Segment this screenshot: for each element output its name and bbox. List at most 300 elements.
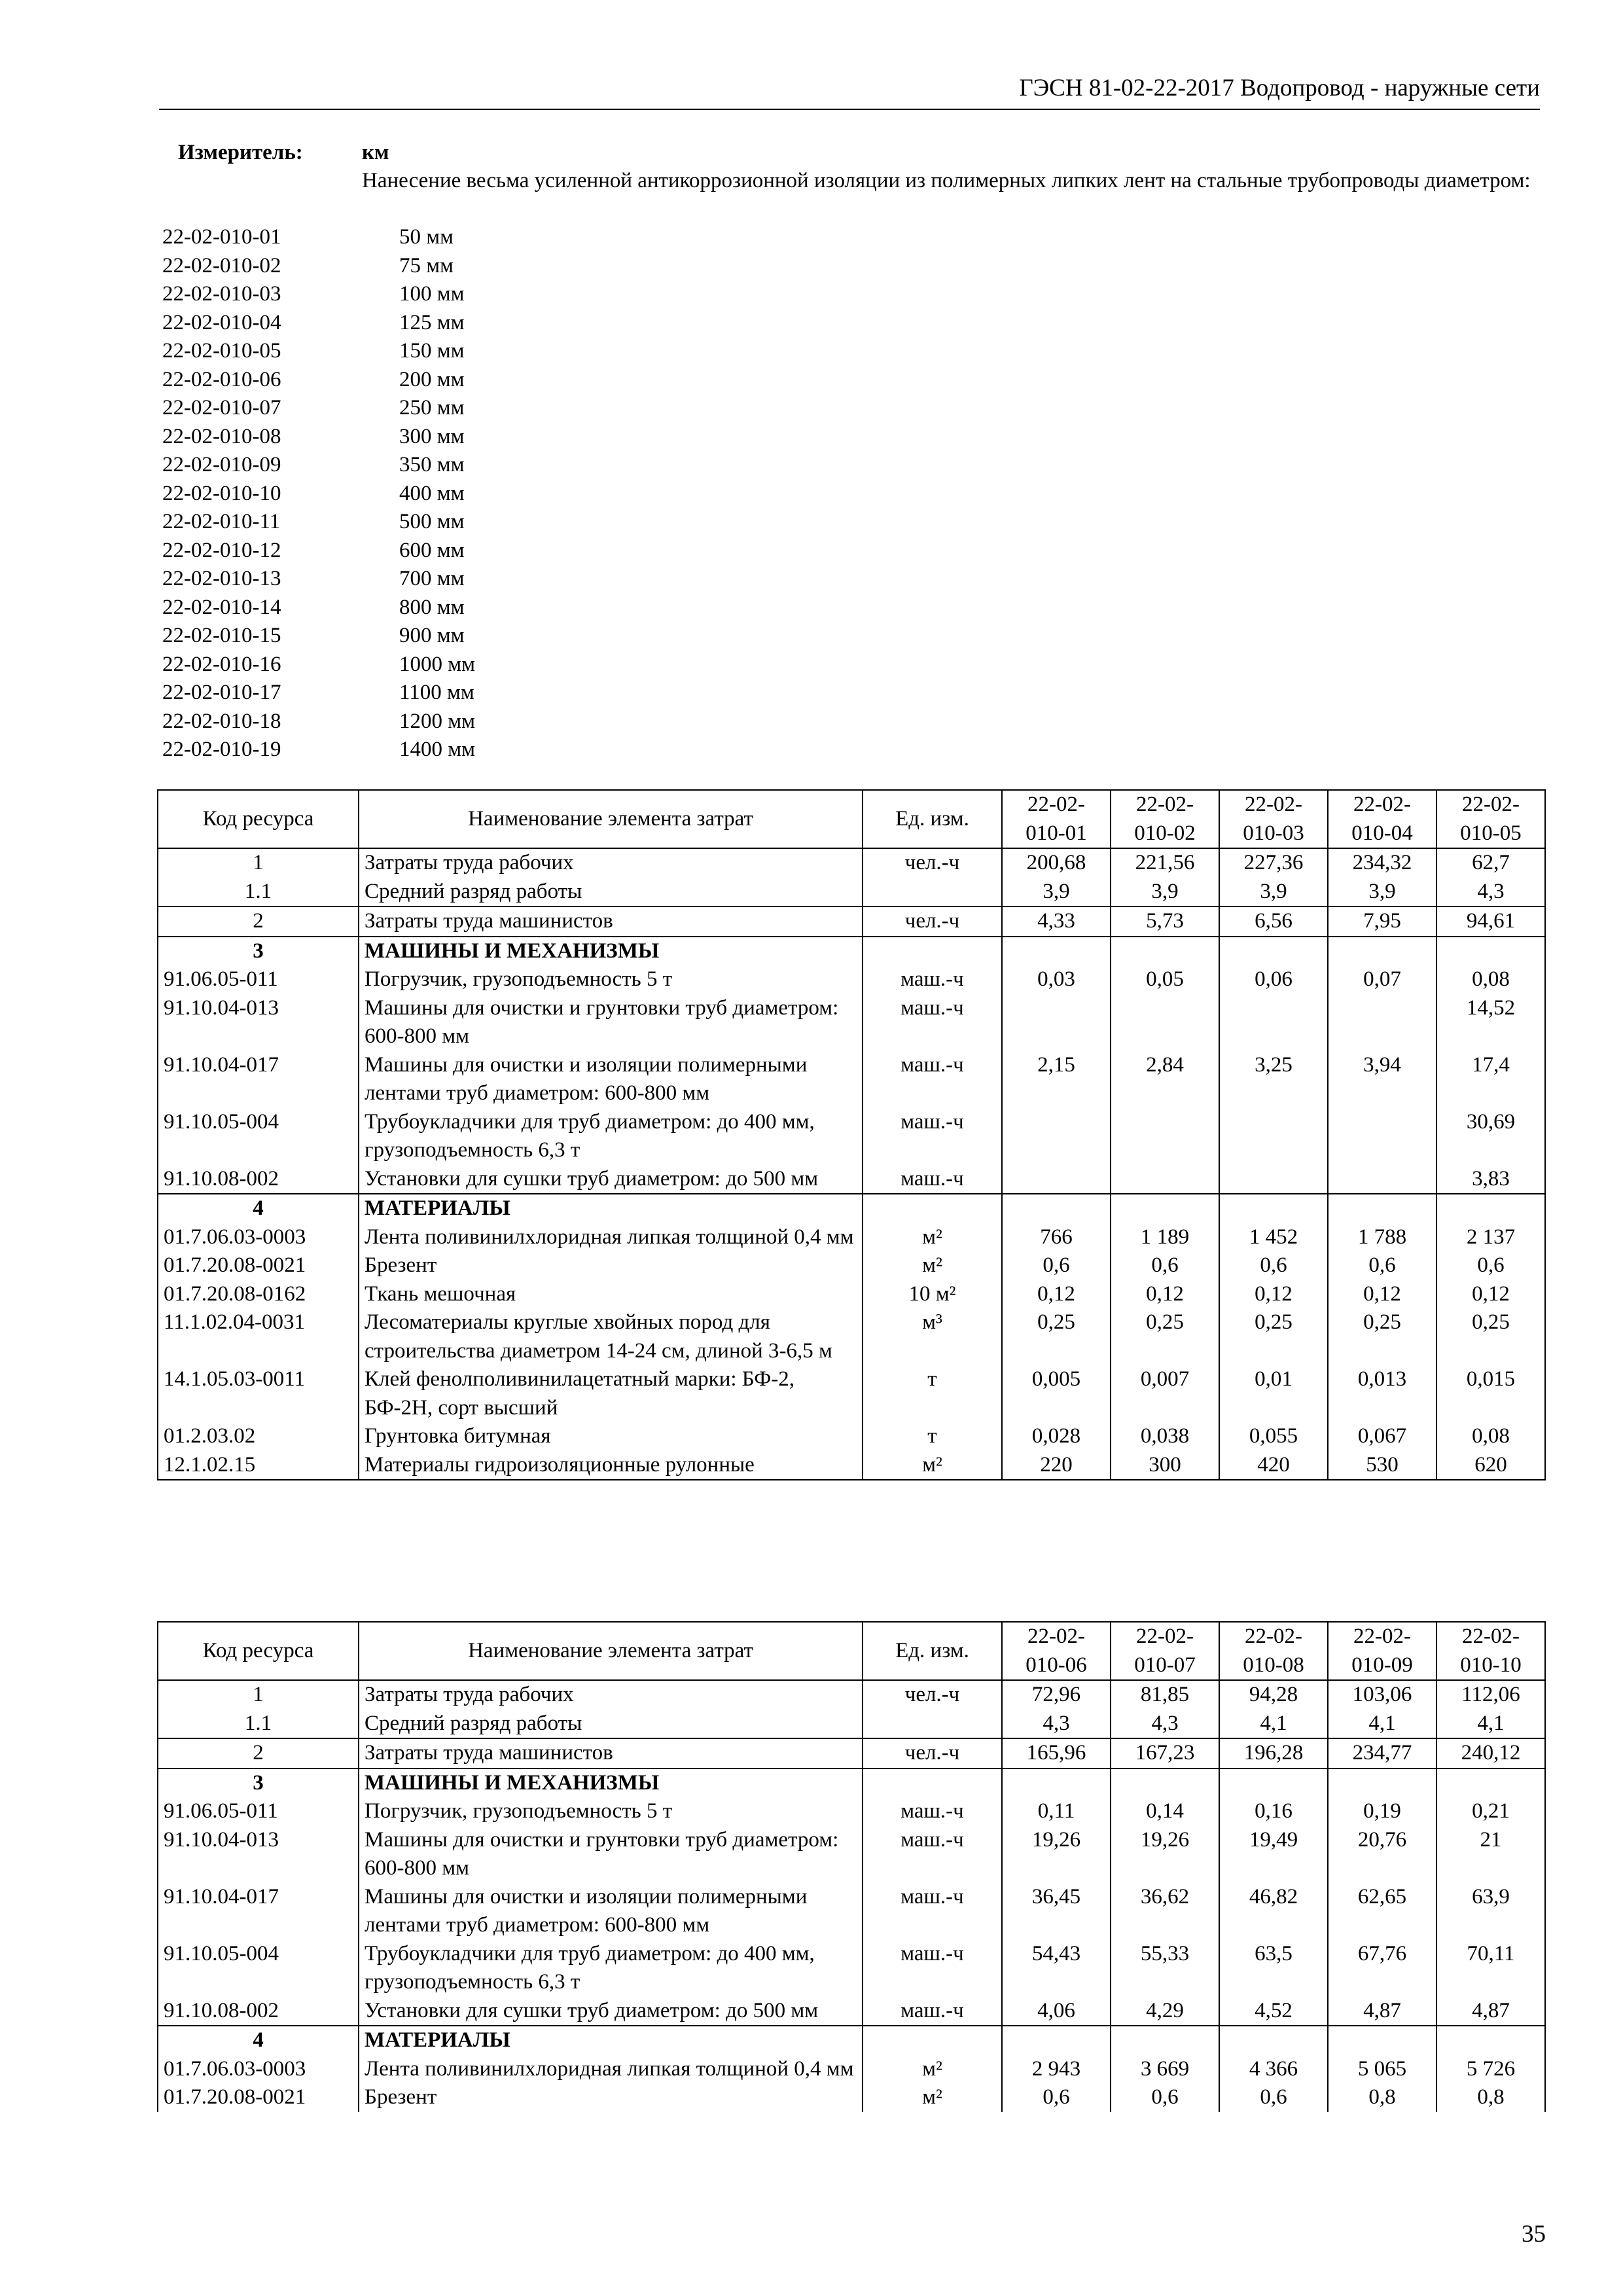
norm-value: 3,9 <box>1111 878 1219 907</box>
norm-value <box>1111 1194 1219 1223</box>
norm-value: 4,87 <box>1436 1997 1545 2026</box>
norm-value: 0,6 <box>1436 1251 1545 1280</box>
unit-of-measure: м² <box>863 1251 1002 1280</box>
unit-of-measure: маш.-ч <box>863 1108 1002 1165</box>
unit-of-measure <box>863 937 1002 966</box>
table-row <box>158 1165 1545 1194</box>
norm-value: 0,06 <box>1219 965 1328 994</box>
norm-code: 22-02-010-08 <box>162 424 281 448</box>
unit-of-measure <box>863 1768 1002 1798</box>
column-code-part: 22-02- <box>1353 1624 1411 1648</box>
resource-code: 3 <box>158 937 359 966</box>
norm-code: 22-02-010-11 <box>162 510 281 533</box>
unit-of-measure: маш.-ч <box>863 1165 1002 1194</box>
norm-value <box>1111 2026 1219 2055</box>
table-row <box>158 1710 1545 1739</box>
norm-value: 112,06 <box>1436 1680 1545 1710</box>
norm-value <box>1328 937 1436 966</box>
unit-of-measure: чел.-ч <box>863 1680 1002 1710</box>
resource-code: 91.10.04-013 <box>158 1826 359 1883</box>
table-row <box>158 1883 1545 1940</box>
norm-value: 3,9 <box>1328 878 1436 907</box>
norm-value <box>1002 2026 1111 2055</box>
norm-value: 19,26 <box>1111 1826 1219 1883</box>
norm-code: 22-02-010-13 <box>162 567 281 590</box>
resource-code: 1.1 <box>158 1710 359 1739</box>
norm-value <box>1219 1165 1328 1194</box>
norm-value <box>1328 1108 1436 1165</box>
resource-name: Лента поливинилхлоридная липкая толщиной 0,4 мм <box>359 2055 863 2084</box>
norm-value: 30,69 <box>1436 1108 1545 1165</box>
norm-value: 0,08 <box>1436 965 1545 994</box>
unit-of-measure: маш.-ч <box>863 1826 1002 1883</box>
norm-value <box>1002 1165 1111 1194</box>
norm-value: 0,25 <box>1328 1308 1436 1365</box>
resource-name: МАТЕРИАЛЫ <box>359 2026 863 2055</box>
norm-value: 3,9 <box>1002 878 1111 907</box>
unit-of-measure: маш.-ч <box>863 1883 1002 1940</box>
norm-value: 4,52 <box>1219 1997 1328 2026</box>
column-code-part: 010-06 <box>1026 1653 1087 1677</box>
norm-value: 0,12 <box>1328 1280 1436 1309</box>
norm-value: 4,1 <box>1219 1710 1328 1739</box>
norm-code: 22-02-010-14 <box>162 595 281 619</box>
meter-description: Нанесение весьма усиленной антикоррозионной изоляции из полимерных липких лент на стальные трубопроводы диаметром: <box>362 169 1531 192</box>
column-code-part: 22-02- <box>1245 1624 1302 1648</box>
resource-name: Машины для очистки и грунтовки труб диаметром: 600-800 мм <box>359 994 863 1051</box>
norm-value: 54,43 <box>1002 1940 1111 1997</box>
norm-value: 0,8 <box>1328 2083 1436 2112</box>
unit-of-measure: м² <box>863 2055 1002 2084</box>
norm-code: 22-02-010-12 <box>162 538 281 562</box>
norm-value: 21 <box>1436 1826 1545 1883</box>
norm-value <box>1002 994 1111 1051</box>
resource-name: Затраты труда машинистов <box>359 906 863 937</box>
norm-value: 0,07 <box>1328 965 1436 994</box>
norm-code: 22-02-010-18 <box>162 709 281 733</box>
resource-name: Ткань мешочная <box>359 1280 863 1309</box>
norm-value: 0,067 <box>1328 1422 1436 1451</box>
column-code-part: 010-05 <box>1460 821 1522 845</box>
norm-value: 0,25 <box>1436 1308 1545 1365</box>
norm-value: 2 137 <box>1436 1223 1545 1252</box>
norm-value: 3,94 <box>1328 1051 1436 1108</box>
norm-value: 1 189 <box>1111 1223 1219 1252</box>
resource-code: 1 <box>158 1680 359 1710</box>
norm-value: 0,12 <box>1436 1280 1545 1309</box>
norm-value: 19,49 <box>1219 1826 1328 1883</box>
table-row <box>158 1051 1545 1108</box>
resource-name: Установки для сушки труб диаметром: до 500 мм <box>359 1997 863 2026</box>
unit-of-measure: маш.-ч <box>863 1997 1002 2026</box>
meter-label: Измеритель: <box>178 141 303 164</box>
norm-value: 420 <box>1219 1451 1328 1480</box>
resource-code: 91.10.04-013 <box>158 994 359 1051</box>
resource-name: Трубоукладчики для труб диаметром: до 400 мм, грузоподъемность 6,3 т <box>359 1108 863 1165</box>
norm-value: 62,7 <box>1436 848 1545 878</box>
unit-of-measure: чел.-ч <box>863 1738 1002 1768</box>
pipe-diameter: 200 мм <box>399 367 465 391</box>
norm-value: 5 065 <box>1328 2055 1436 2084</box>
table-row <box>158 2055 1545 2084</box>
norm-code: 22-02-010-10 <box>162 481 281 505</box>
meter-unit: км <box>362 141 389 164</box>
norm-value: 72,96 <box>1002 1680 1111 1710</box>
norm-value <box>1328 1768 1436 1798</box>
norm-value: 620 <box>1436 1451 1545 1480</box>
table-row <box>158 1251 1545 1280</box>
resource-name: Средний разряд работы <box>359 878 863 907</box>
norm-value: 19,26 <box>1002 1826 1111 1883</box>
norm-value: 4,06 <box>1002 1997 1111 2026</box>
norm-value: 3 669 <box>1111 2055 1219 2084</box>
norm-column-header <box>1436 1622 1545 1680</box>
unit-of-measure: маш.-ч <box>863 1051 1002 1108</box>
resource-code: 3 <box>158 1768 359 1798</box>
resource-code: 01.7.06.03-0003 <box>158 1223 359 1252</box>
norm-column-header <box>1328 1622 1436 1680</box>
norm-value: 227,36 <box>1219 848 1328 878</box>
norm-value: 4,1 <box>1328 1710 1436 1739</box>
norm-value: 4 366 <box>1219 2055 1328 2084</box>
norm-value <box>1002 1194 1111 1223</box>
pipe-diameter: 125 мм <box>399 310 465 334</box>
pipe-diameter: 1200 мм <box>399 709 476 733</box>
norm-value <box>1328 1194 1436 1223</box>
norm-value: 0,8 <box>1436 2083 1545 2112</box>
resource-code: 91.06.05-011 <box>158 965 359 994</box>
norm-value: 0,005 <box>1002 1365 1111 1422</box>
pipe-diameter: 500 мм <box>399 510 465 533</box>
norm-value: 4,29 <box>1111 1997 1219 2026</box>
norm-value: 3,9 <box>1219 878 1328 907</box>
norm-value: 0,007 <box>1111 1365 1219 1422</box>
resource-code: 2 <box>158 1738 359 1768</box>
norm-value <box>1219 1194 1328 1223</box>
norm-code: 22-02-010-19 <box>162 738 281 761</box>
norm-value: 196,28 <box>1219 1738 1328 1768</box>
norm-value: 4,1 <box>1436 1710 1545 1739</box>
table-row <box>158 906 1545 937</box>
unit-of-measure <box>863 878 1002 907</box>
table-row <box>158 1768 1545 1798</box>
norm-value: 530 <box>1328 1451 1436 1480</box>
resource-name: Клей фенолполивинилацетатный марки: БФ-2, БФ-2Н, сорт высший <box>359 1365 863 1422</box>
table-row <box>158 1280 1545 1309</box>
norm-column-header <box>1219 1622 1328 1680</box>
norm-value: 4,3 <box>1436 878 1545 907</box>
resource-name: Брезент <box>359 2083 863 2112</box>
norm-value <box>1436 1768 1545 1798</box>
norm-value <box>1328 994 1436 1051</box>
resource-name: Брезент <box>359 1251 863 1280</box>
norm-code: 22-02-010-07 <box>162 396 281 420</box>
unit-of-measure: м² <box>863 2083 1002 2112</box>
resource-name: Погрузчик, грузоподъемность 5 т <box>359 1797 863 1826</box>
norm-value <box>1219 2026 1328 2055</box>
norm-value <box>1111 1768 1219 1798</box>
norm-value: 2,15 <box>1002 1051 1111 1108</box>
norm-value: 0,25 <box>1002 1308 1111 1365</box>
resource-name: Лесоматериалы круглые хвойных пород для строительства диаметром 14-24 см, длиной 3-6,5 м <box>359 1308 863 1365</box>
resource-code: 91.10.05-004 <box>158 1940 359 1997</box>
table-row <box>158 1223 1545 1252</box>
pipe-diameter: 300 мм <box>399 424 465 448</box>
column-code-part: 22-02- <box>1027 793 1085 816</box>
page-header <box>159 72 1540 110</box>
norm-value: 167,23 <box>1111 1738 1219 1768</box>
unit-of-measure: маш.-ч <box>863 965 1002 994</box>
column-code-part: 010-09 <box>1351 1653 1413 1677</box>
unit-of-measure: маш.-ч <box>863 994 1002 1051</box>
resource-name: Погрузчик, грузоподъемность 5 т <box>359 965 863 994</box>
norm-value: 0,19 <box>1328 1797 1436 1826</box>
norm-column-header <box>1002 1622 1111 1680</box>
norm-value: 4,3 <box>1111 1710 1219 1739</box>
norm-value: 0,013 <box>1328 1365 1436 1422</box>
norm-value: 70,11 <box>1436 1940 1545 1997</box>
pipe-diameter: 700 мм <box>399 567 465 590</box>
norm-value <box>1219 1108 1328 1165</box>
norm-value: 36,45 <box>1002 1883 1111 1940</box>
resource-name: Затраты труда рабочих <box>359 848 863 878</box>
table-row <box>158 1451 1545 1480</box>
norm-code: 22-02-010-06 <box>162 367 281 391</box>
norm-value: 0,03 <box>1002 965 1111 994</box>
resource-name: Установки для сушки труб диаметром: до 500 мм <box>359 1165 863 1194</box>
resource-name: Трубоукладчики для труб диаметром: до 400 мм, грузоподъемность 6,3 т <box>359 1940 863 1997</box>
norm-value: 0,21 <box>1436 1797 1545 1826</box>
norm-value: 766 <box>1002 1223 1111 1252</box>
pipe-diameter: 1000 мм <box>399 652 476 676</box>
column-code-part: 010-04 <box>1351 821 1413 845</box>
norm-value <box>1219 937 1328 966</box>
table-row <box>158 1422 1545 1451</box>
resource-code: 01.7.20.08-0021 <box>158 1251 359 1280</box>
table-row <box>158 937 1545 966</box>
table-row <box>158 965 1545 994</box>
column-code-part: 22-02- <box>1136 1624 1194 1648</box>
norm-value: 3,83 <box>1436 1165 1545 1194</box>
resource-name: Машины для очистки и грунтовки труб диаметром: 600-800 мм <box>359 1826 863 1883</box>
norm-value: 0,14 <box>1111 1797 1219 1826</box>
norm-value: 300 <box>1111 1451 1219 1480</box>
norm-value: 240,12 <box>1436 1738 1545 1768</box>
norm-value <box>1111 994 1219 1051</box>
resource-table-2 <box>157 1621 1546 2112</box>
norm-value: 200,68 <box>1002 848 1111 878</box>
unit-of-measure: чел.-ч <box>863 848 1002 878</box>
table-row <box>158 1680 1545 1710</box>
code-header: Код ресурса <box>158 1622 359 1680</box>
table-row <box>158 878 1545 907</box>
resource-name: Затраты труда рабочих <box>359 1680 863 1710</box>
column-code-part: 22-02- <box>1027 1624 1085 1648</box>
norm-column-header <box>1219 790 1328 848</box>
norm-column-header <box>1111 1622 1219 1680</box>
resource-code: 11.1.02.04-0031 <box>158 1308 359 1365</box>
resource-code: 2 <box>158 906 359 937</box>
resource-code: 01.7.20.08-0021 <box>158 2083 359 2112</box>
norm-value <box>1328 1165 1436 1194</box>
unit-of-measure: маш.-ч <box>863 1940 1002 1997</box>
norm-value: 6,56 <box>1219 906 1328 937</box>
pipe-diameter: 250 мм <box>399 396 465 420</box>
table-row <box>158 1940 1545 1997</box>
norm-value: 0,01 <box>1219 1365 1328 1422</box>
norm-value: 17,4 <box>1436 1051 1545 1108</box>
norm-column-header <box>1002 790 1111 848</box>
pipe-diameter: 100 мм <box>399 282 465 306</box>
pipe-diameter: 75 мм <box>399 253 454 278</box>
norm-value: 4,33 <box>1002 906 1111 937</box>
resource-name: Затраты труда машинистов <box>359 1738 863 1768</box>
norm-code: 22-02-010-09 <box>162 453 281 476</box>
column-code-part: 010-03 <box>1243 821 1304 845</box>
resource-name: Лента поливинилхлоридная липкая толщиной 0,4 мм <box>359 1223 863 1252</box>
pipe-diameter: 600 мм <box>399 538 465 562</box>
resource-code: 4 <box>158 1194 359 1223</box>
norm-value: 0,6 <box>1111 1251 1219 1280</box>
norm-value: 0,6 <box>1219 1251 1328 1280</box>
resource-name: Средний разряд работы <box>359 1710 863 1739</box>
column-code-part: 010-02 <box>1134 821 1196 845</box>
norm-value: 234,32 <box>1328 848 1436 878</box>
column-code-part: 010-10 <box>1460 1653 1522 1677</box>
resource-name: Материалы гидроизоляционные рулонные <box>359 1451 863 1480</box>
norm-code: 22-02-010-01 <box>162 225 281 249</box>
norm-value: 14,52 <box>1436 994 1545 1051</box>
norm-value <box>1219 1768 1328 1798</box>
norm-value: 1 788 <box>1328 1223 1436 1252</box>
norm-value: 221,56 <box>1111 848 1219 878</box>
resource-code: 01.7.20.08-0162 <box>158 1280 359 1309</box>
norm-value: 0,11 <box>1002 1797 1111 1826</box>
resource-code: 12.1.02.15 <box>158 1451 359 1480</box>
norm-value <box>1002 937 1111 966</box>
norm-value: 2,84 <box>1111 1051 1219 1108</box>
pipe-diameter: 400 мм <box>399 481 465 505</box>
norm-code: 22-02-010-16 <box>162 652 281 676</box>
resource-code: 91.10.04-017 <box>158 1883 359 1940</box>
unit-of-measure: м² <box>863 1223 1002 1252</box>
unit-of-measure: м² <box>863 1451 1002 1480</box>
unit-of-measure: т <box>863 1422 1002 1451</box>
norm-value: 0,055 <box>1219 1422 1328 1451</box>
table-row <box>158 1738 1545 1768</box>
norm-value: 103,06 <box>1328 1680 1436 1710</box>
unit-of-measure: 10 м² <box>863 1280 1002 1309</box>
norm-value: 36,62 <box>1111 1883 1219 1940</box>
norm-value: 63,5 <box>1219 1940 1328 1997</box>
norm-value: 0,038 <box>1111 1422 1219 1451</box>
norm-value: 4,3 <box>1002 1710 1111 1739</box>
norm-value: 67,76 <box>1328 1940 1436 1997</box>
norm-value: 0,12 <box>1002 1280 1111 1309</box>
column-code-part: 22-02- <box>1245 793 1302 816</box>
norm-value: 20,76 <box>1328 1826 1436 1883</box>
resource-table-1 <box>157 789 1546 1480</box>
page-number: 35 <box>1522 2221 1546 2248</box>
norm-value: 0,25 <box>1111 1308 1219 1365</box>
norm-value: 94,61 <box>1436 906 1545 937</box>
code-header: Код ресурса <box>158 790 359 848</box>
norm-value: 0,12 <box>1111 1280 1219 1309</box>
norm-value: 62,65 <box>1328 1883 1436 1940</box>
pipe-diameter: 1100 мм <box>399 681 474 704</box>
resource-name: МАШИНЫ И МЕХАНИЗМЫ <box>359 1768 863 1798</box>
resource-code: 14.1.05.03-0011 <box>158 1365 359 1422</box>
norm-value: 220 <box>1002 1451 1111 1480</box>
name-header: Наименование элемента затрат <box>359 1622 863 1680</box>
resource-name: Машины для очистки и изоляции полимерными лентами труб диаметром: 600-800 мм <box>359 1883 863 1940</box>
norm-code: 22-02-010-03 <box>162 282 281 306</box>
table-row <box>158 1108 1545 1165</box>
pipe-diameter: 1400 мм <box>399 738 476 761</box>
resource-code: 91.06.05-011 <box>158 1797 359 1826</box>
norm-value <box>1219 994 1328 1051</box>
unit-of-measure: чел.-ч <box>863 906 1002 937</box>
norm-value: 0,6 <box>1111 2083 1219 2112</box>
norm-value: 7,95 <box>1328 906 1436 937</box>
norm-value: 4,87 <box>1328 1997 1436 2026</box>
norm-value: 46,82 <box>1219 1883 1328 1940</box>
norm-value: 63,9 <box>1436 1883 1545 1940</box>
table-row <box>158 2083 1545 2112</box>
norm-value: 0,25 <box>1219 1308 1328 1365</box>
norm-value <box>1436 937 1545 966</box>
norm-value: 0,015 <box>1436 1365 1545 1422</box>
resource-code: 91.10.08-002 <box>158 1165 359 1194</box>
table-row <box>158 2026 1545 2055</box>
norm-code: 22-02-010-15 <box>162 624 281 647</box>
column-code-part: 010-07 <box>1134 1653 1196 1677</box>
pipe-diameter: 150 мм <box>399 339 465 363</box>
norm-value: 234,77 <box>1328 1738 1436 1768</box>
table-row <box>158 1194 1545 1223</box>
norm-value: 0,6 <box>1002 1251 1111 1280</box>
norm-value: 0,028 <box>1002 1422 1111 1451</box>
unit-header: Ед. изм. <box>863 790 1002 848</box>
resource-name: Машины для очистки и изоляции полимерными лентами труб диаметром: 600-800 мм <box>359 1051 863 1108</box>
norm-value <box>1002 1108 1111 1165</box>
unit-header: Ед. изм. <box>863 1622 1002 1680</box>
norm-value: 0,08 <box>1436 1422 1545 1451</box>
column-code-part: 22-02- <box>1462 793 1520 816</box>
pipe-diameter: 800 мм <box>399 595 465 619</box>
resource-code: 01.7.06.03-0003 <box>158 2055 359 2084</box>
table-row <box>158 1797 1545 1826</box>
norm-value: 0,6 <box>1328 1251 1436 1280</box>
norm-column-header <box>1328 790 1436 848</box>
resource-code: 1.1 <box>158 878 359 907</box>
norm-value: 165,96 <box>1002 1738 1111 1768</box>
table-row <box>158 1826 1545 1883</box>
norm-value: 0,12 <box>1219 1280 1328 1309</box>
norm-column-header <box>1436 790 1545 848</box>
norm-value <box>1436 2026 1545 2055</box>
norm-value: 0,16 <box>1219 1797 1328 1826</box>
norm-value: 5,73 <box>1111 906 1219 937</box>
unit-of-measure: т <box>863 1365 1002 1422</box>
norm-value <box>1002 1768 1111 1798</box>
unit-of-measure: маш.-ч <box>863 1797 1002 1826</box>
unit-of-measure <box>863 1194 1002 1223</box>
norm-value <box>1111 1108 1219 1165</box>
document-title: ГЭСН 81-02-22-2017 Водопровод - наружные сети <box>1019 75 1540 101</box>
pipe-diameter: 50 мм <box>399 225 454 249</box>
norm-value: 1 452 <box>1219 1223 1328 1252</box>
